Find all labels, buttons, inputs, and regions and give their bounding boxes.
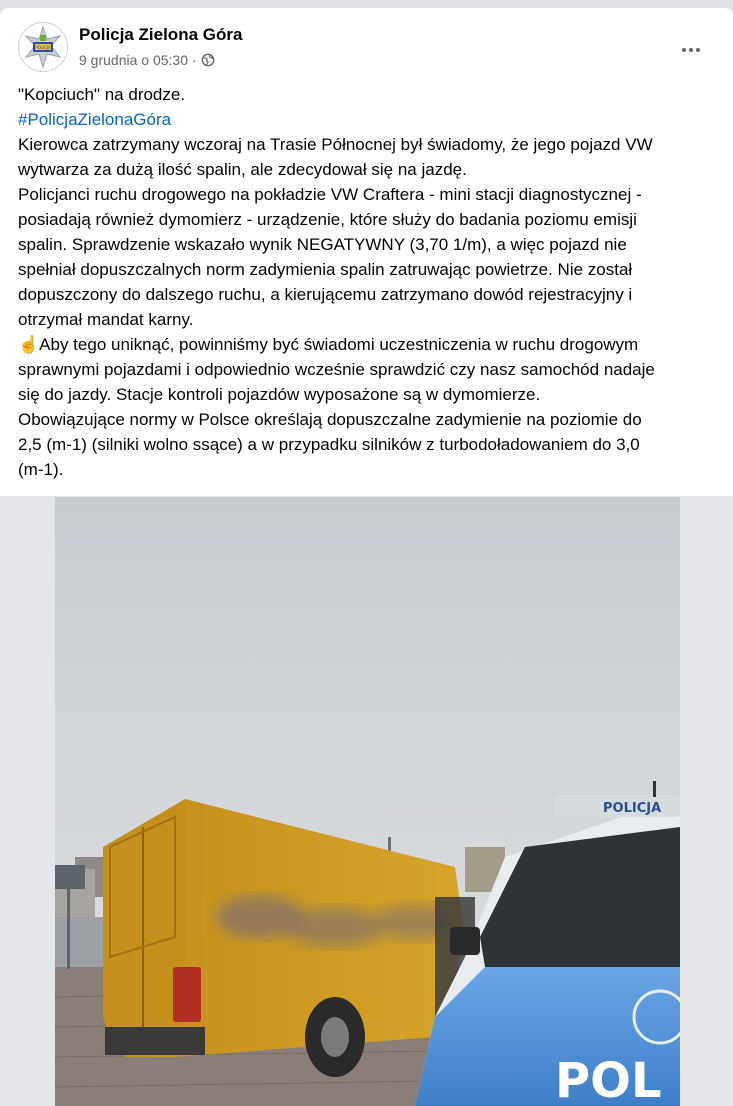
post-text-line: 2,5 (m-1) (silniki wolno ssące) a w przypadku silników z turbodoładowaniem do 3,0 [18, 435, 640, 454]
post-text-line: (m-1). [18, 460, 64, 479]
post-meta [79, 52, 215, 68]
police-logo-icon [19, 23, 67, 71]
post-date[interactable]: 9 grudnia o 05:30 [79, 52, 188, 68]
post-text-line: posiadają również dymomierz - urządzenie, które służy do badania poziomu emisji [18, 210, 637, 229]
page-avatar[interactable] [18, 22, 68, 72]
post-text-line: spełniał dopuszczalnych norm zadymienia spalin zatruwając powietrze. Nie został [18, 260, 633, 279]
post-card [0, 8, 733, 1106]
author-name[interactable]: Policja Zielona Góra [79, 25, 243, 44]
more-dot-icon [696, 48, 700, 52]
post-text-line: Obowiązujące normy w Polsce określają dopuszczalne zadymienie na poziomie do [18, 410, 642, 429]
more-dot-icon [682, 48, 686, 52]
post-text-line: "Kopciuch" na drodze. [18, 85, 186, 104]
post-text-line: wytwarza za dużą ilość spalin, ale zdecydował się na jazdę. [18, 160, 467, 179]
svg-text:POLICJA: POLICJA [35, 45, 51, 50]
globe-icon[interactable] [201, 53, 215, 67]
meta-separator: · [191, 52, 197, 68]
post-header [18, 22, 715, 74]
svg-text:POL: POL [555, 1053, 662, 1106]
post-photo[interactable] [55, 497, 680, 1106]
post-text-line: się do jazdy. Stacje kontroli pojazdów wyposażone są w dymomierze. [18, 385, 541, 404]
post-text-line: dopuszczony do dalszego ruchu, a kierującemu zatrzymano dowód rejestracyjny i [18, 285, 633, 304]
post-text-line: sprawnymi pojazdami i odpowiednio wcześnie sprawdzić czy nasz samochód nadaje [18, 360, 655, 379]
post-text-line: spalin. Sprawdzenie wskazało wynik NEGATYWNY (3,70 1/m), a więc pojazd nie [18, 235, 627, 254]
more-options-icon[interactable] [673, 32, 709, 68]
more-dot-icon [689, 48, 693, 52]
post-text-line: Kierowca zatrzymany wczoraj na Trasie Północnej był świadomy, że jego pojazd VW [18, 135, 653, 154]
post-text-line: ☝️Aby tego uniknąć, powinniśmy być świadomi uczestniczenia w ruchu drogowym [18, 335, 639, 354]
svg-text:POLICJA: POLICJA [603, 801, 662, 816]
post-photo-area[interactable] [0, 497, 733, 1106]
post-text [18, 82, 718, 482]
post-text-line: Policjanci ruchu drogowego na pokładzie VW Craftera - mini stacji diagnostycznej - [18, 185, 642, 204]
hashtag-link[interactable]: #PolicjaZielonaGóra [18, 110, 172, 129]
post-text-line: otrzymał mandat karny. [18, 310, 194, 329]
